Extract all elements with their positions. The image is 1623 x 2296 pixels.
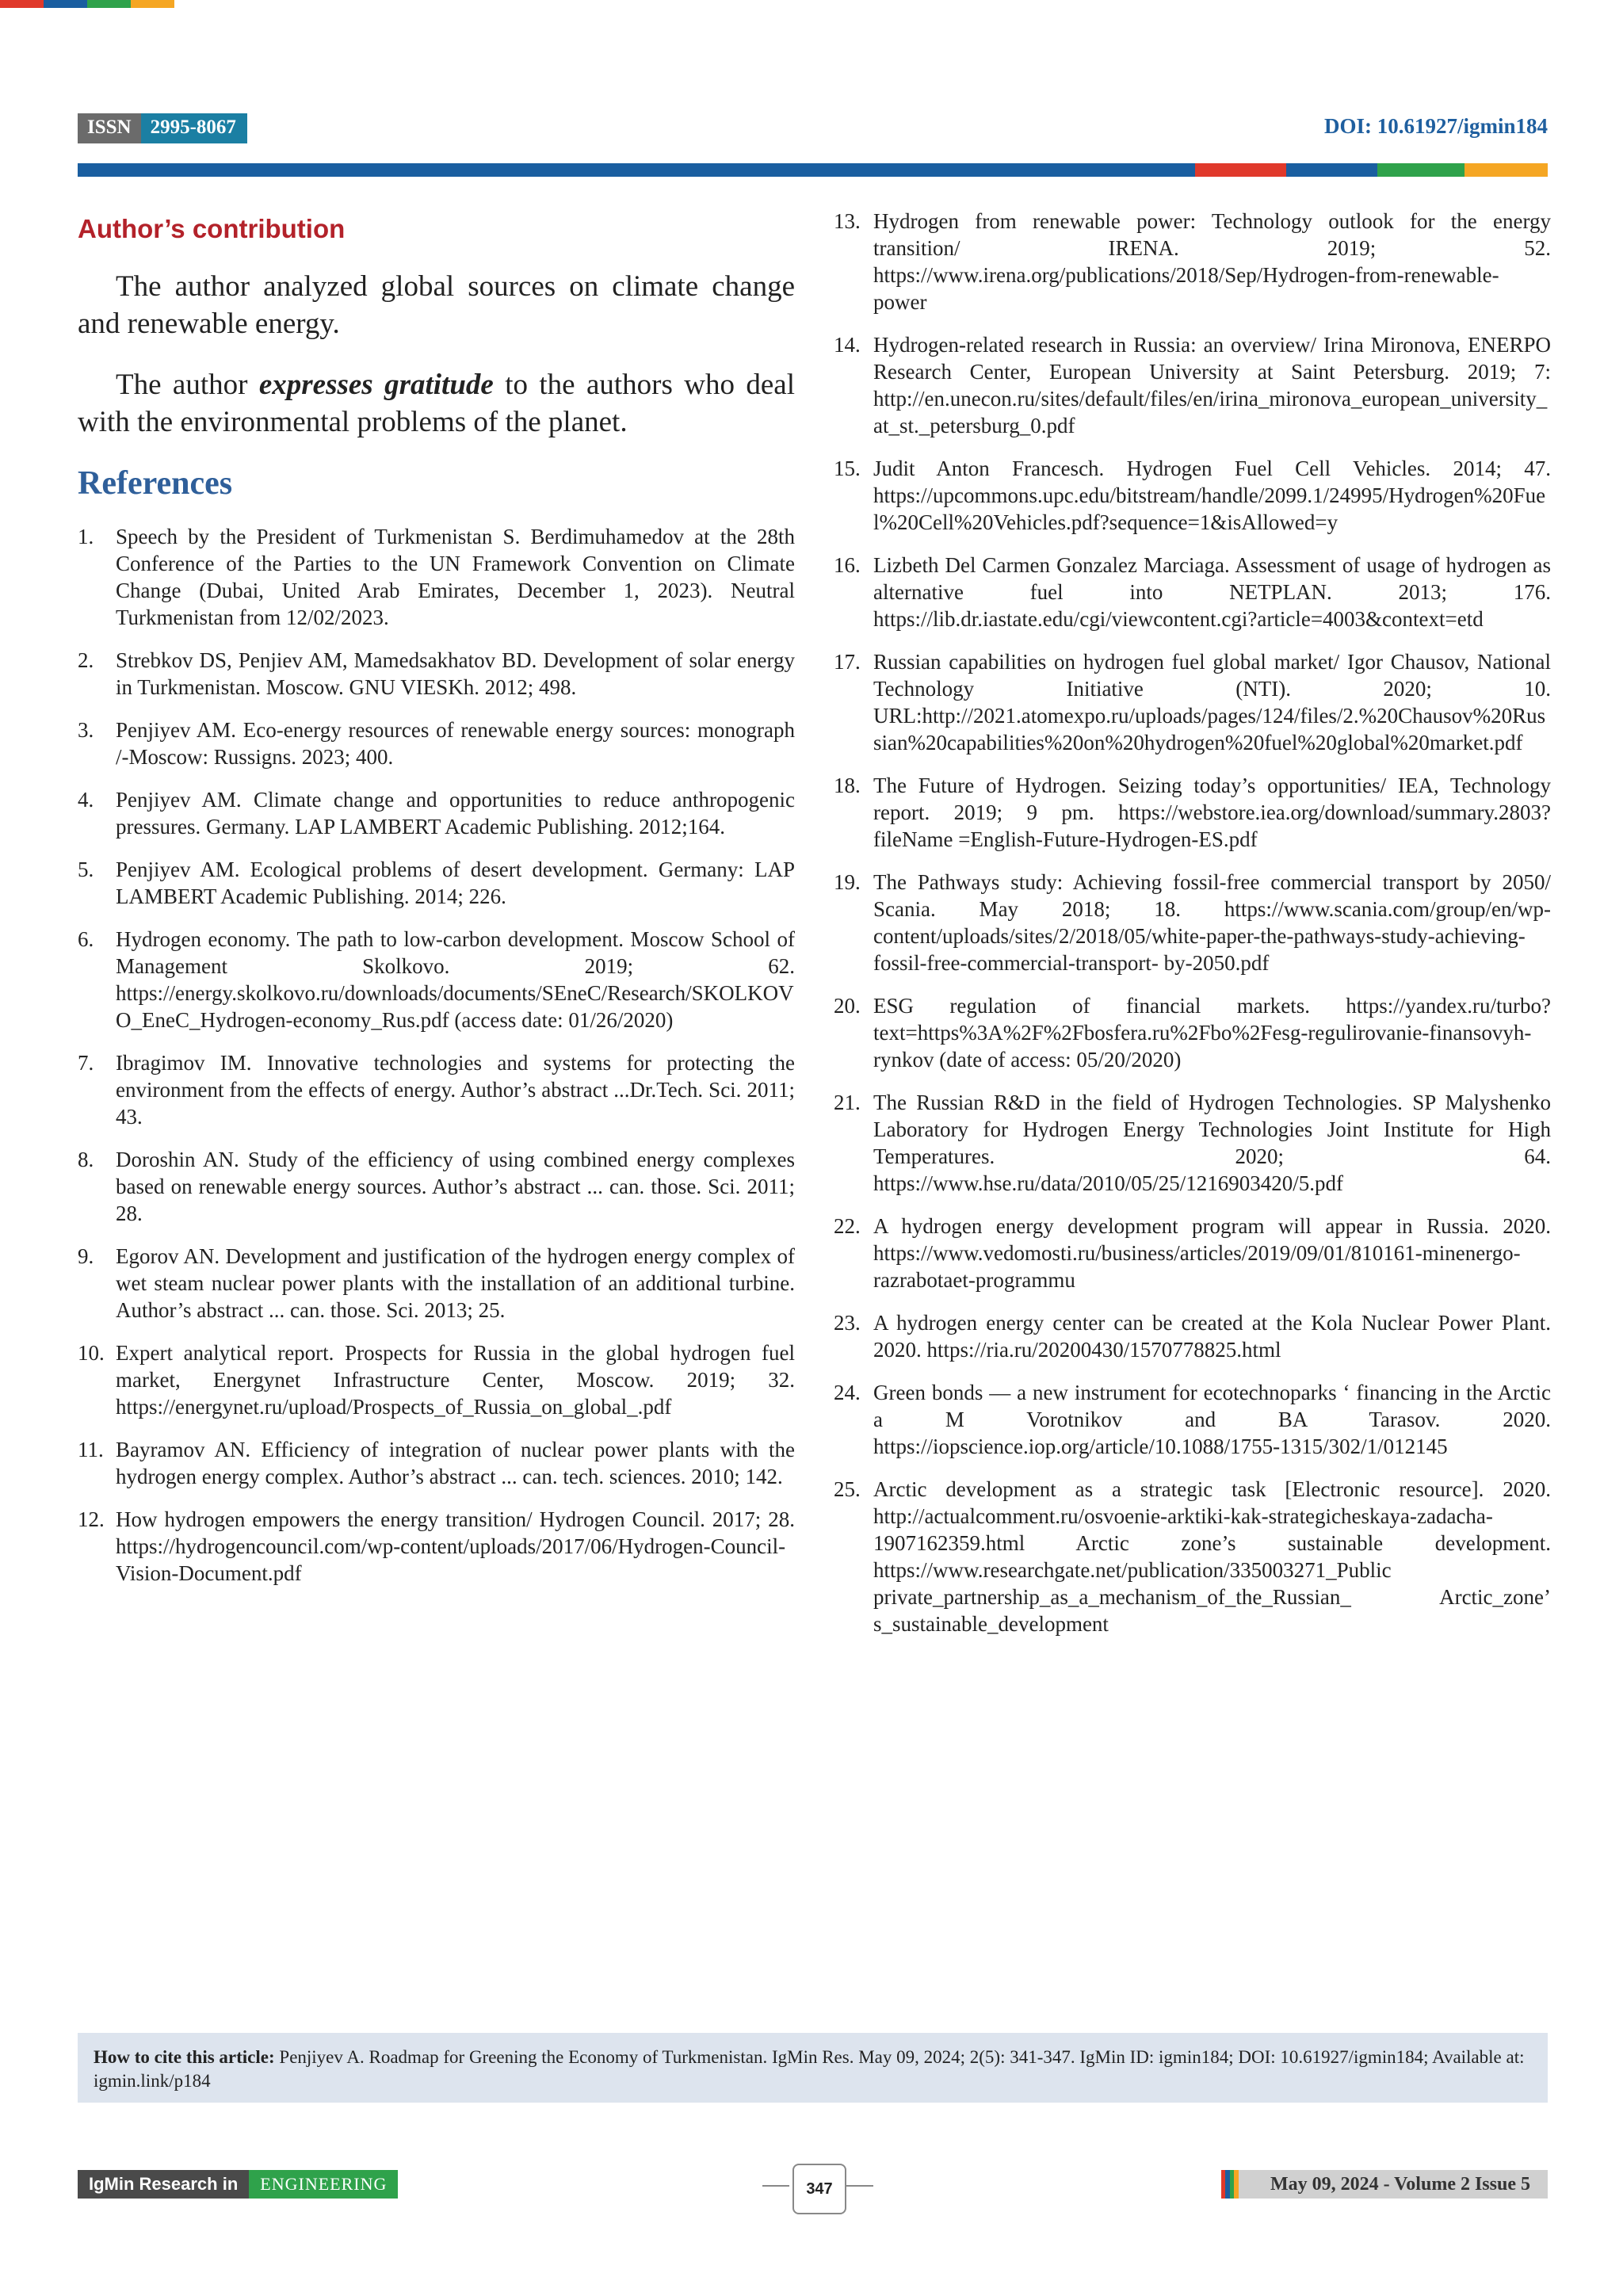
issue-color-strip xyxy=(1221,2170,1239,2199)
reference-number: 1. xyxy=(78,525,94,548)
reference-text: Judit Anton Francesch. Hydrogen Fuel Cell Vehicles. 2014; 47. https://upcommons.upc.edu/bitstream/handle/2099.1/24995/Hydrogen%20Fuel%20Cell%20Vehicles.pdf?sequence=1&isAllowed=y xyxy=(873,457,1551,534)
citation-label: How to cite this article: xyxy=(94,2047,275,2067)
reference-number: 15. xyxy=(834,457,861,480)
reference-text: Penjiyev AM. Ecological problems of desert development. Germany: LAP LAMBERT Academic Publishing. 2014; 226. xyxy=(116,858,795,908)
reference-list-right xyxy=(834,208,1551,1637)
issn-number: 2995-8067 xyxy=(141,113,247,143)
top-color-stripes xyxy=(0,0,174,8)
reference-text: Ibragimov IM. Innovative technologies and systems for protecting the environment from the effects of energy. Author’s abstract ...Dr.Tech. Sci. 2011; 43. xyxy=(116,1051,795,1129)
reference-text: A hydrogen energy center can be created at the Kola Nuclear Power Plant. 2020. https://ria.ru/20200430/1570778825.html xyxy=(873,1311,1551,1362)
reference-item xyxy=(834,208,1551,315)
reference-item xyxy=(834,992,1551,1073)
right-column xyxy=(834,208,1551,1653)
references-heading: References xyxy=(78,465,233,502)
reference-text: The Pathways study: Achieving fossil-free commercial transport by 2050/ Scania. May 2018; 18. https://www.scania.com/group/en/wp-content/uploads/sites/2/2018/05/white-paper-the-pathways-study-achieving-fossil-free-commercial-transport- by-2050.pdf xyxy=(873,870,1551,975)
reference-item xyxy=(834,331,1551,439)
left-column xyxy=(78,208,795,1603)
reference-item xyxy=(834,648,1551,756)
reference-list-left xyxy=(78,523,795,1587)
issn-label: ISSN xyxy=(78,113,141,143)
reference-text: Strebkov DS, Penjiev AM, Mamedsakhatov BD. Development of solar energy in Turkmenistan. Moscow. GNU VIESKh. 2012; 498. xyxy=(116,648,795,699)
reference-item xyxy=(834,772,1551,853)
reference-text: Speech by the President of Turkmenistan S. Berdimuhamedov at the 28th Conference of the Parties to the UN Framework Convention on Climate Change (Dubai, United Arab Emirates, December 1, 2023). Neutral Turkmenistan from 12/02/2023. xyxy=(116,525,795,629)
reference-number: 25. xyxy=(834,1477,861,1501)
reference-number: 23. xyxy=(834,1311,861,1335)
reference-number: 14. xyxy=(834,333,861,357)
reference-number: 5. xyxy=(78,858,94,881)
reference-number: 11. xyxy=(78,1438,104,1461)
reference-text: Expert analytical report. Prospects for Russia in the global hydrogen fuel market, Energynet Infrastructure Center, Moscow. 2019; 32. https://energynet.ru/upload/Prospects_of_Russia_on_global_.pdf xyxy=(116,1341,795,1419)
reference-item xyxy=(834,1379,1551,1460)
reference-number: 9. xyxy=(78,1244,94,1268)
reference-number: 10. xyxy=(78,1341,105,1365)
page-number: 347 xyxy=(792,2164,846,2214)
reference-item xyxy=(78,523,795,631)
reference-text: The Future of Hydrogen. Seizing today’s opportunities/ IEA, Technology report. 2019; 9 pm. https://webstore.iea.org/download/summary.2803? fileName =English-Future-Hydrogen-ES.pdf xyxy=(873,774,1551,851)
reference-item xyxy=(78,1146,795,1227)
reference-text: ESG regulation of financial markets. https://yandex.ru/turbo?text=https%3A%2F%2Fbosfera.ru%2Fbo%2Fesg-regulirovanie-finansovyh-rynkov (date of access: 05/20/2020) xyxy=(873,994,1551,1072)
reference-item xyxy=(834,869,1551,976)
reference-item xyxy=(834,1089,1551,1197)
reference-item xyxy=(834,1213,1551,1293)
reference-number: 19. xyxy=(834,870,861,894)
reference-number: 20. xyxy=(834,994,861,1018)
journal-badge xyxy=(78,2170,398,2199)
reference-text: Hydrogen-related research in Russia: an overview/ Irina Mironova, ENERPO Research Center, European University at Saint Petersburg. 2019; 7: http://en.unecon.ru/sites/default/files/en/irina_mironova_european_university_at_st._petersburg_0.pdf xyxy=(873,333,1551,437)
reference-number: 12. xyxy=(78,1507,105,1531)
journal-name: IgMin Research in xyxy=(78,2170,249,2199)
reference-text: Green bonds — a new instrument for ecotechnoparks ‘ financing in the Arctic a M Vorotnikov and BA Tarasov. 2020. https://iopscience.iop.org/article/10.1088/1755-1315/302/1/012145 xyxy=(873,1381,1551,1458)
reference-item xyxy=(78,1049,795,1130)
journal-subject[interactable]: ENGINEERING xyxy=(249,2170,398,2199)
reference-number: 22. xyxy=(834,1214,861,1238)
contribution-paragraph-2: The author expresses gratitude to the authors who deal with the environmental problems of the planet. xyxy=(78,369,796,438)
citation-text: Penjiyev A. Roadmap for Greening the Economy of Turkmenistan. IgMin Res. May 09, 2024; 2(5): 341-347. IgMin ID: igmin184; DOI: 10.61927/igmin184; Available at: igmin.link/p184 xyxy=(94,2047,1525,2091)
reference-item xyxy=(78,786,795,840)
gratitude-emphasis: expresses gratitude xyxy=(258,369,494,401)
reference-number: 17. xyxy=(834,650,861,674)
reference-text: Hydrogen from renewable power: Technology outlook for the energy transition/ IRENA. 2019; 52. https://www.irena.org/publications/2018/Sep/Hydrogen-from-renewable-power xyxy=(873,209,1551,314)
reference-text: Lizbeth Del Carmen Gonzalez Marciaga. Assessment of usage of hydrogen as alternative fuel into NETPLAN. 2013; 176. https://lib.dr.iastate.edu/cgi/viewcontent.cgi?article=4003&context=etd xyxy=(873,553,1551,631)
reference-text: Arctic development as a strategic task [Electronic resource]. 2020. http://actualcomment.ru/osvoenie-arktiki-kak-strategicheskaya-zadacha-1907162359.html Arctic zone’s sustainable development. https://www.researchgate.net/publication/335003271_Public private_partnership_as_a_mechanism_of_the_Russian_ Arctic_zone’ s_sustainable_development xyxy=(873,1477,1551,1636)
reference-item xyxy=(78,856,795,910)
reference-number: 16. xyxy=(834,553,861,577)
issue-badge xyxy=(1221,2170,1548,2199)
reference-item xyxy=(78,1436,795,1490)
reference-text: Hydrogen economy. The path to low-carbon development. Moscow School of Management Skolkovo. 2019; 62. https://energy.skolkovo.ru/downloads/documents/SEneC/Research/SKOLKOVO_EneC_Hydrogen-economy_Rus.pdf (access date: 01/26/2020) xyxy=(116,927,795,1032)
reference-item xyxy=(834,455,1551,536)
reference-text: Penjiyev AM. Eco-energy resources of renewable energy sources: monograph /-Moscow: Russigns. 2023; 400. xyxy=(116,718,795,769)
reference-item xyxy=(834,1476,1551,1637)
reference-number: 7. xyxy=(78,1051,94,1075)
page-arrow-right-icon xyxy=(846,2185,873,2187)
citation-box xyxy=(78,2033,1548,2103)
reference-number: 6. xyxy=(78,927,94,951)
reference-item xyxy=(834,552,1551,632)
contribution-paragraph-1: The author analyzed global sources on climate change and renewable energy. xyxy=(78,270,795,340)
reference-item xyxy=(78,926,795,1033)
author-contribution-heading: Author’s contribution xyxy=(78,214,346,243)
reference-number: 4. xyxy=(78,788,94,812)
reference-item xyxy=(78,1339,795,1420)
reference-text: The Russian R&D in the field of Hydrogen Technologies. SP Malyshenko Laboratory for Hydrogen Energy Technologies Joint Institute for High Temperatures. 2020; 64. https://www.hse.ru/data/2010/05/25/1216903420/5.pdf xyxy=(873,1091,1551,1195)
reference-text: Doroshin AN. Study of the efficiency of using combined energy complexes based on renewable energy sources. Author’s abstract ... can. those. Sci. 2011; 28. xyxy=(116,1148,795,1225)
page-arrow-left-icon xyxy=(762,2185,789,2187)
reference-item xyxy=(78,647,795,701)
reference-number: 21. xyxy=(834,1091,861,1114)
issue-date: May 09, 2024 - Volume 2 Issue 5 xyxy=(1239,2170,1548,2199)
reference-number: 2. xyxy=(78,648,94,672)
reference-text: Penjiyev AM. Climate change and opportunities to reduce anthropogenic pressures. Germany. LAP LAMBERT Academic Publishing. 2012;164. xyxy=(116,788,795,839)
reference-number: 24. xyxy=(834,1381,861,1404)
doi-link[interactable]: DOI: 10.61927/igmin184 xyxy=(1323,114,1548,138)
issn-badge xyxy=(78,113,247,143)
reference-number: 13. xyxy=(834,209,861,233)
reference-text: How hydrogen empowers the energy transition/ Hydrogen Council. 2017; 28. https://hydrogencouncil.com/wp-content/uploads/2017/06/Hydrogen-Council-Vision-Document.pdf xyxy=(116,1507,795,1585)
reference-item xyxy=(834,1309,1551,1363)
reference-item xyxy=(78,1506,795,1587)
reference-number: 8. xyxy=(78,1148,94,1171)
reference-item xyxy=(78,1243,795,1324)
reference-text: A hydrogen energy development program will appear in Russia. 2020. https://www.vedomosti.ru/business/articles/2019/09/01/810161-minenergo-razrabotaet-programmu xyxy=(873,1214,1551,1292)
header-color-bar xyxy=(78,163,1548,177)
reference-item xyxy=(78,716,795,770)
reference-number: 18. xyxy=(834,774,861,797)
reference-number: 3. xyxy=(78,718,94,742)
reference-text: Bayramov AN. Efficiency of integration of nuclear power plants with the hydrogen energy complex. Author’s abstract ... can. tech. sciences. 2010; 142. xyxy=(116,1438,795,1488)
reference-text: Russian capabilities on hydrogen fuel global market/ Igor Chausov, National Technology Initiative (NTI). 2020; 10. URL:http://2021.atomexpo.ru/uploads/pages/124/files/2.%20Chausov%20Russian%20capabilities%20on%20hydrogen%20fuel%20global%20market.pdf xyxy=(873,650,1551,755)
reference-text: Egorov AN. Development and justification of the hydrogen energy complex of wet steam nuclear power plants with the installation of an additional turbine. Author’s abstract ... can. those. Sci. 2013; 25. xyxy=(116,1244,795,1322)
